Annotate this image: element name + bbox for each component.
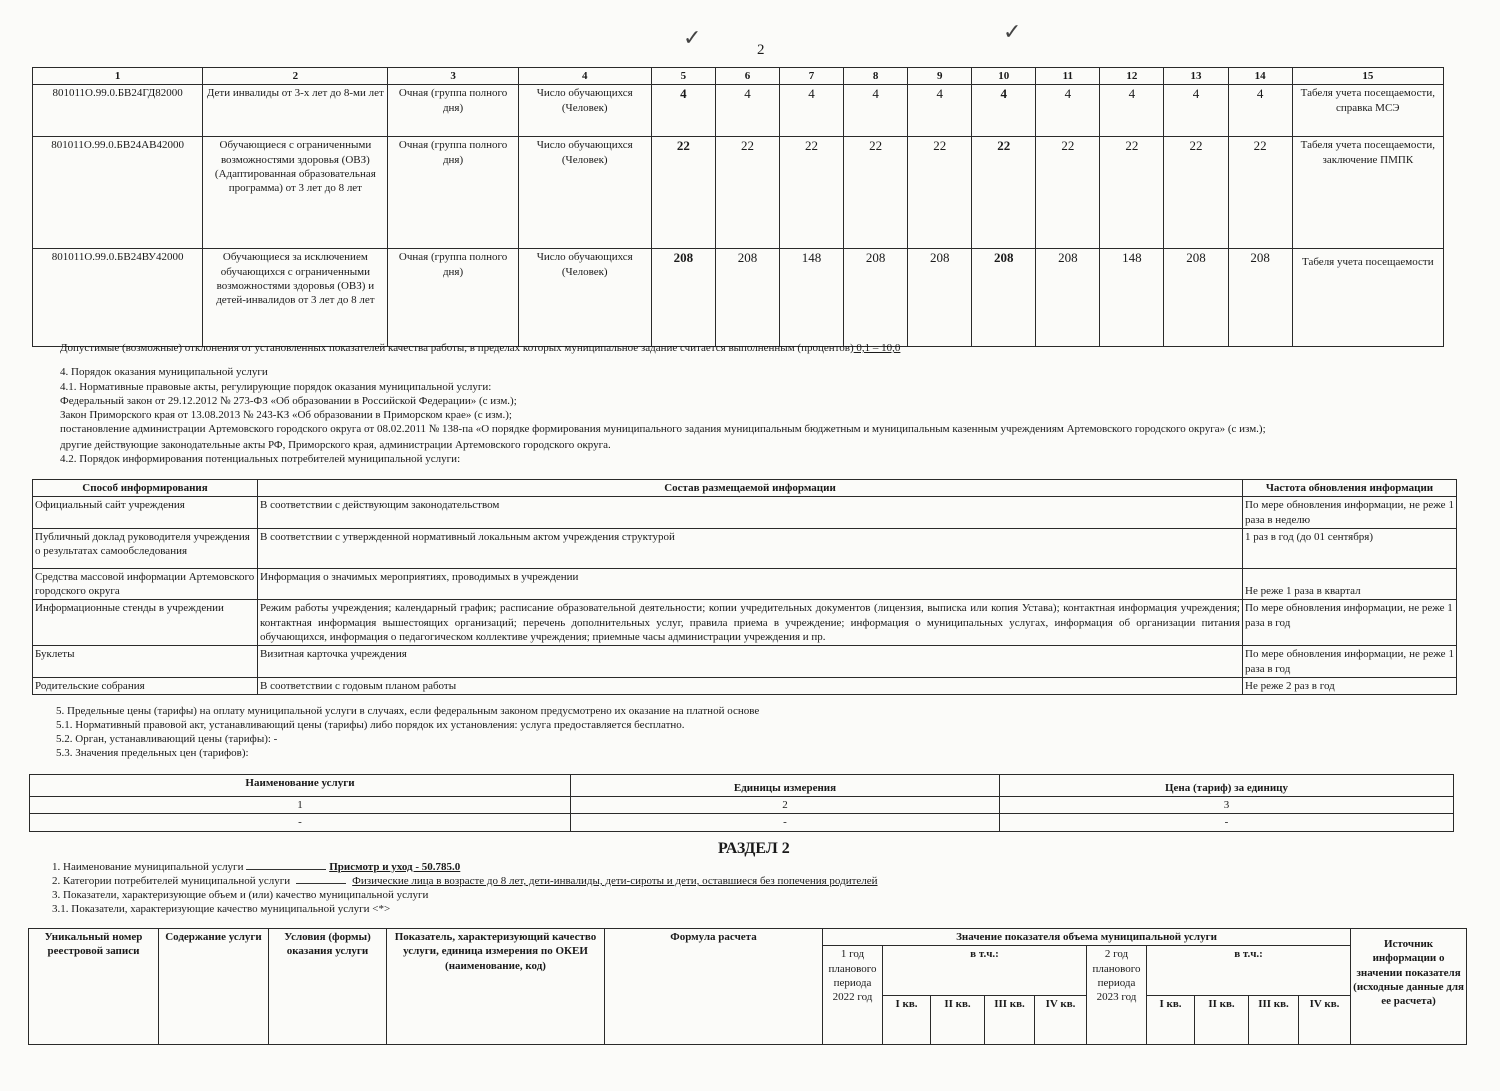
table-header-row bbox=[29, 929, 1467, 946]
registry-code: 801011О.99.0.БВ24АВ42000 bbox=[33, 137, 203, 249]
info-method: Официальный сайт учреждения bbox=[33, 497, 258, 529]
price-value: - bbox=[1000, 814, 1454, 831]
value-cell: 4 bbox=[1228, 85, 1292, 137]
column-header: Наименование услуги bbox=[30, 775, 571, 797]
column-header: Формула расчета bbox=[605, 929, 823, 1045]
info-frequency: Не реже 1 раза в квартал bbox=[1243, 568, 1457, 600]
value-cell: 22 bbox=[908, 137, 972, 249]
column-number: 2 bbox=[203, 68, 388, 85]
quarter-header: IV кв. bbox=[1299, 995, 1351, 1045]
column-number: 13 bbox=[1164, 68, 1228, 85]
section-5-1: 5.1. Нормативный правовой акт, устанавливающий цены (тарифы) либо порядок их установления: услуга предоставляется бесплатно. bbox=[56, 719, 685, 731]
service-content: Обучающиеся за исключением обучающихся с ограниченными возможностями здоровья (ОВЗ) и детей-инвалидов от 3 лет до 8 лет bbox=[203, 249, 388, 347]
table-row bbox=[33, 137, 1444, 249]
column-number: 5 bbox=[651, 68, 715, 85]
quarter-header: III кв. bbox=[1249, 995, 1299, 1045]
column-header: Источник информации о значении показателя (исходные данные для ее расчета) bbox=[1351, 929, 1467, 1045]
info-frequency: 1 раз в год (до 01 сентября) bbox=[1243, 528, 1457, 568]
column-number: 4 bbox=[518, 68, 651, 85]
indicator-name: Число обучающихся (Человек) bbox=[518, 137, 651, 249]
quarter-header: IV кв. bbox=[1035, 995, 1087, 1045]
section-5-3: 5.3. Значения предельных цен (тарифов): bbox=[56, 747, 249, 759]
table-header-row bbox=[33, 480, 1457, 497]
info-frequency: Не реже 2 раз в год bbox=[1243, 678, 1457, 695]
law-item: Закон Приморского края от 13.08.2013 № 243-КЗ «Об образовании в Приморском крае» (с изм.); bbox=[60, 409, 512, 421]
info-method: Публичный доклад руководителя учреждения о результатах самообследования bbox=[33, 528, 258, 568]
value-cell: 4 bbox=[908, 85, 972, 137]
info-content: Информация о значимых мероприятиях, проводимых в учреждении bbox=[258, 568, 1243, 600]
quarter-header: II кв. bbox=[1195, 995, 1249, 1045]
column-header: Состав размещаемой информации bbox=[258, 480, 1243, 497]
section-4-2: 4.2. Порядок информирования потенциальных потребителей муниципальной услуги: bbox=[60, 453, 461, 465]
column-number: 1 bbox=[33, 68, 203, 85]
column-number: 10 bbox=[972, 68, 1036, 85]
source-cell: Табеля учета посещаемости bbox=[1292, 249, 1443, 347]
value-cell: 208 bbox=[972, 249, 1036, 347]
section-4-title: 4. Порядок оказания муниципальной услуги bbox=[60, 366, 268, 378]
value-cell: 148 bbox=[1100, 249, 1164, 347]
column-number: 14 bbox=[1228, 68, 1292, 85]
info-content: В соответствии с действующим законодательством bbox=[258, 497, 1243, 529]
info-content: В соответствии с утвержденной нормативный локальным актом учреждения структурой bbox=[258, 528, 1243, 568]
column-number: 7 bbox=[780, 68, 844, 85]
value-cell: 208 bbox=[715, 249, 779, 347]
service-conditions: Очная (группа полного дня) bbox=[388, 249, 518, 347]
service-conditions: Очная (группа полного дня) bbox=[388, 137, 518, 249]
value-cell: 22 bbox=[651, 137, 715, 249]
column-header: Условия (формы) оказания услуги bbox=[269, 929, 387, 1045]
including-header: в т.ч.: bbox=[1147, 946, 1351, 996]
consumer-category-label: 2. Категории потребителей муниципальной услуги bbox=[52, 875, 291, 887]
consumer-category-value: Физические лица в возрасте до 8 лет, дети-инвалиды, дети-сироты и дети, оставшиеся без попечения родителей bbox=[352, 875, 878, 887]
table-row bbox=[33, 646, 1457, 678]
column-number: 8 bbox=[844, 68, 908, 85]
service-name-label: 1. Наименование муниципальной услуги bbox=[52, 861, 244, 873]
quality-indicators-table bbox=[28, 928, 1467, 1045]
value-cell: 208 bbox=[1228, 249, 1292, 347]
info-content: Режим работы учреждения; календарный график; расписание образовательной деятельности; копии учредительных документов (лицензия, выписка или копия Устава); контактная информация учреждения; контактная информация вышестоящих организаций; перечень дополнительных услуг, правила приема в учреждение; информация о муниципальных услугах, информация об организации питания обучающихся, информация о педагогическом коллективе учреждения; приемные часы администрации учреждения и пр. bbox=[258, 600, 1243, 646]
service-content: Дети инвалиды от 3-х лет до 8-ми лет bbox=[203, 85, 388, 137]
law-item: Федеральный закон от 29.12.2012 № 273-ФЗ «Об образовании в Российской Федерации» (с изм.); bbox=[60, 395, 517, 407]
service-name-line bbox=[52, 860, 460, 875]
including-header: в т.ч.: bbox=[883, 946, 1087, 996]
section-2-3-1: 3.1. Показатели, характеризующие качество муниципальной услуги <*> bbox=[52, 903, 391, 915]
check-mark-icon: ✓ bbox=[1003, 20, 1022, 45]
price-value: - bbox=[30, 814, 571, 831]
column-header: Показатель, характеризующий качество услуги, единица измерения по ОКЕИ (наименование, код) bbox=[387, 929, 605, 1045]
value-cell: 4 bbox=[972, 85, 1036, 137]
section-title: РАЗДЕЛ 2 bbox=[718, 840, 790, 857]
law-item: другие действующие законодательные акты РФ, Приморского края, администрации Артемовского городского округа. bbox=[60, 439, 611, 451]
registry-code: 801011О.99.0.БВ24ВУ42000 bbox=[33, 249, 203, 347]
blank-line bbox=[246, 860, 326, 870]
column-number: 3 bbox=[1000, 797, 1454, 814]
source-cell: Табеля учета посещаемости, заключение ПМПК bbox=[1292, 137, 1443, 249]
year-1-header: 1 год планового периода 2022 год bbox=[823, 946, 883, 1045]
column-number: 2 bbox=[571, 797, 1000, 814]
check-mark-icon: ✓ bbox=[683, 26, 702, 51]
table-header-row bbox=[33, 68, 1444, 85]
column-number: 12 bbox=[1100, 68, 1164, 85]
quarter-header: I кв. bbox=[883, 995, 931, 1045]
value-cell: 22 bbox=[1036, 137, 1100, 249]
table-row bbox=[33, 678, 1457, 695]
value-cell: 22 bbox=[1100, 137, 1164, 249]
column-header: Единицы измерения bbox=[571, 775, 1000, 797]
column-number: 15 bbox=[1292, 68, 1443, 85]
indicator-name: Число обучающихся (Человек) bbox=[518, 249, 651, 347]
information-table bbox=[32, 479, 1457, 695]
value-cell: 4 bbox=[844, 85, 908, 137]
registry-code: 801011О.99.0.БВ24ГД82000 bbox=[33, 85, 203, 137]
value-cell: 22 bbox=[715, 137, 779, 249]
table-row bbox=[33, 249, 1444, 347]
column-number: 6 bbox=[715, 68, 779, 85]
value-cell: 4 bbox=[1100, 85, 1164, 137]
value-cell: 208 bbox=[908, 249, 972, 347]
info-content: Визитная карточка учреждения bbox=[258, 646, 1243, 678]
column-number: 11 bbox=[1036, 68, 1100, 85]
table-row bbox=[33, 568, 1457, 600]
quarter-header: II кв. bbox=[931, 995, 985, 1045]
info-method: Средства массовой информации Артемовского городского округа bbox=[33, 568, 258, 600]
column-header: Способ информирования bbox=[33, 480, 258, 497]
law-item: постановление администрации Артемовского городского округа от 08.02.2011 № 138-па «О порядке формирования муниципального задания муниципальным бюджетным и муниципальным казенным учреждениям Артемовского городского округа» (с изм.); bbox=[60, 423, 1266, 435]
column-header: Значение показателя объема муниципальной услуги bbox=[823, 929, 1351, 946]
value-cell: 208 bbox=[1036, 249, 1100, 347]
value-cell: 208 bbox=[651, 249, 715, 347]
service-conditions: Очная (группа полного дня) bbox=[388, 85, 518, 137]
info-frequency: По мере обновления информации, не реже 1 раза в год bbox=[1243, 646, 1457, 678]
table-row bbox=[33, 497, 1457, 529]
value-cell: 208 bbox=[1164, 249, 1228, 347]
value-cell: 4 bbox=[715, 85, 779, 137]
info-content: В соответствии с годовым планом работы bbox=[258, 678, 1243, 695]
service-content: Обучающиеся с ограниченными возможностями здоровья (ОВЗ) (Адаптированная образовательная программа) от 3 лет до 8 лет bbox=[203, 137, 388, 249]
value-cell: 22 bbox=[844, 137, 908, 249]
value-cell: 4 bbox=[780, 85, 844, 137]
blank-line bbox=[296, 874, 346, 884]
info-frequency: По мере обновления информации, не реже 1 раза в год bbox=[1243, 600, 1457, 646]
section-2-3: 3. Показатели, характеризующие объем и (или) качество муниципальной услуги bbox=[52, 889, 429, 901]
column-header: Уникальный номер реестровой записи bbox=[29, 929, 159, 1045]
service-name-value: Присмотр и уход - 50.785.0 bbox=[329, 861, 461, 873]
page-number: 2 bbox=[757, 42, 765, 58]
info-frequency: По мере обновления информации, не реже 1 раза в неделю bbox=[1243, 497, 1457, 529]
value-cell: 4 bbox=[1036, 85, 1100, 137]
table-header-row bbox=[30, 775, 1454, 797]
table-row bbox=[30, 814, 1454, 831]
volume-indicators-table bbox=[32, 67, 1444, 347]
consumer-category-line bbox=[52, 874, 878, 889]
price-table bbox=[29, 774, 1454, 832]
value-cell: 208 bbox=[844, 249, 908, 347]
source-cell: Табеля учета посещаемости, справка МСЭ bbox=[1292, 85, 1443, 137]
info-method: Информационные стенды в учреждении bbox=[33, 600, 258, 646]
section-4-1: 4.1. Нормативные правовые акты, регулирующие порядок оказания муниципальной услуги: bbox=[60, 381, 492, 393]
year-2-header: 2 год планового периода 2023 год bbox=[1087, 946, 1147, 1045]
value-cell: 4 bbox=[1164, 85, 1228, 137]
table-row bbox=[33, 600, 1457, 646]
quarter-header: III кв. bbox=[985, 995, 1035, 1045]
column-header: Цена (тариф) за единицу bbox=[1000, 775, 1454, 797]
price-value: - bbox=[571, 814, 1000, 831]
deviation-value: 0,1 – 10,0 bbox=[853, 342, 901, 354]
value-cell: 148 bbox=[780, 249, 844, 347]
info-method: Родительские собрания bbox=[33, 678, 258, 695]
value-cell: 22 bbox=[972, 137, 1036, 249]
table-row bbox=[33, 528, 1457, 568]
column-header: Частота обновления информации bbox=[1243, 480, 1457, 497]
value-cell: 22 bbox=[1228, 137, 1292, 249]
deviation-text bbox=[60, 341, 900, 356]
column-header: Содержание услуги bbox=[159, 929, 269, 1045]
table-row bbox=[30, 797, 1454, 814]
column-number: 1 bbox=[30, 797, 571, 814]
table-row bbox=[33, 85, 1444, 137]
column-number: 9 bbox=[908, 68, 972, 85]
value-cell: 22 bbox=[780, 137, 844, 249]
deviation-label: Допустимые (возможные) отклонения от установленных показателей качества работы, в пределах которых муниципальное задание считается выполненным (процентов) bbox=[60, 342, 854, 354]
section-5-2: 5.2. Орган, устанавливающий цены (тарифы): - bbox=[56, 733, 278, 745]
quarter-header: I кв. bbox=[1147, 995, 1195, 1045]
indicator-name: Число обучающихся (Человек) bbox=[518, 85, 651, 137]
section-5: 5. Предельные цены (тарифы) на оплату муниципальной услуги в случаях, если федеральным законом предусмотрено их оказание на платной основе bbox=[56, 705, 760, 717]
value-cell: 22 bbox=[1164, 137, 1228, 249]
column-number: 3 bbox=[388, 68, 518, 85]
info-method: Буклеты bbox=[33, 646, 258, 678]
value-cell: 4 bbox=[651, 85, 715, 137]
